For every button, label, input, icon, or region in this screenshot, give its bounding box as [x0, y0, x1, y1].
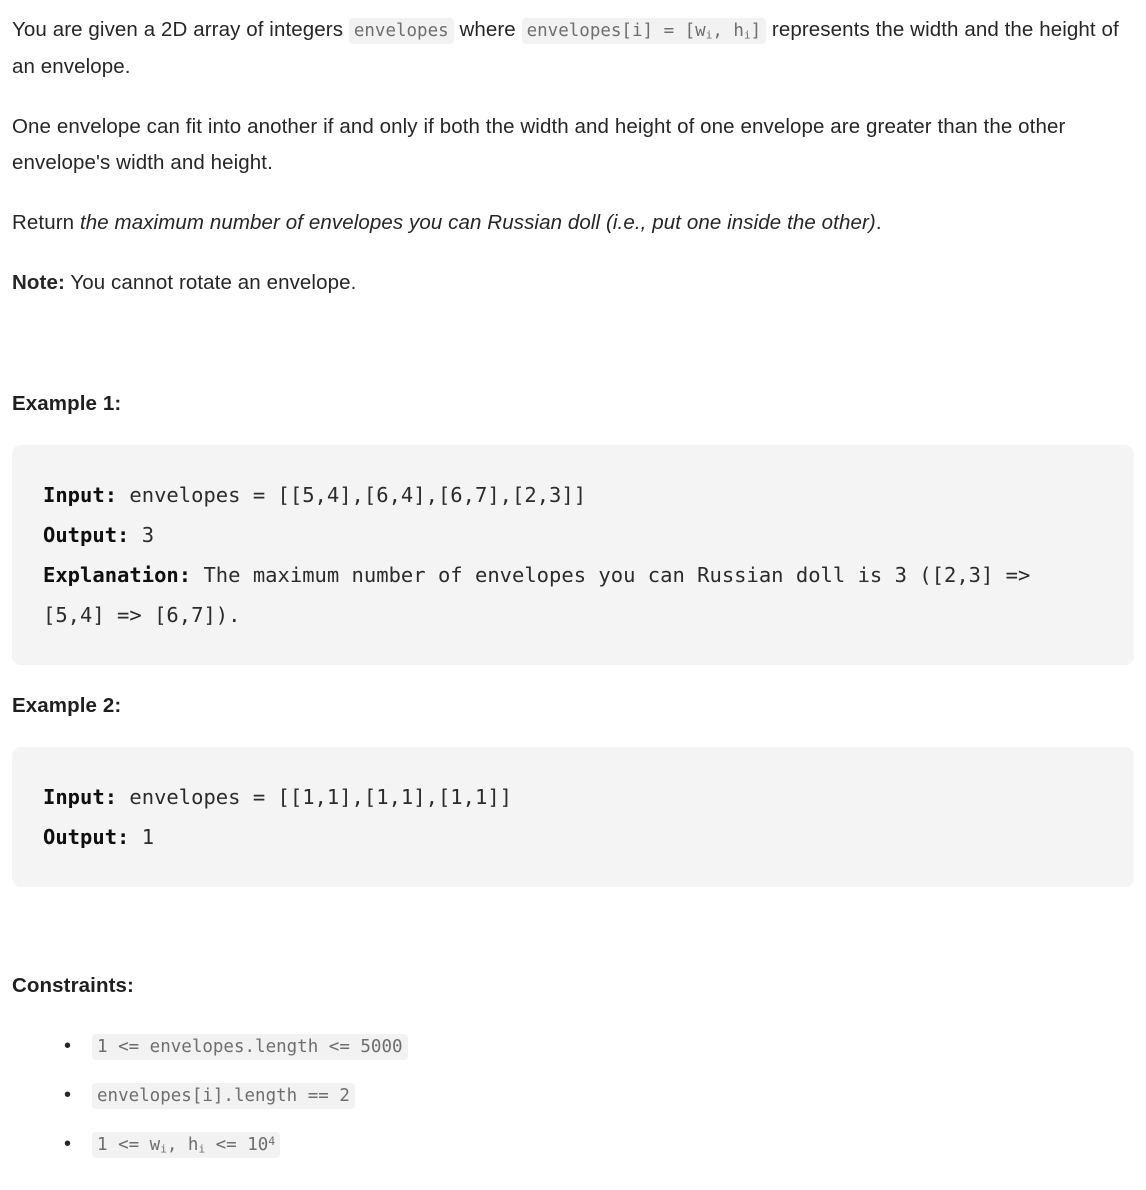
subscript-i: i: [705, 28, 713, 42]
superscript-4: 4: [268, 1133, 276, 1148]
inline-code-envelopes: envelopes: [349, 18, 454, 44]
heading-example-2: Example 2:: [12, 694, 122, 717]
return-emphasis-text: the maximum number of envelopes you can Russian doll (i.e., put one inside the other): [79, 211, 876, 234]
example-1-input-value: envelopes = [[5,4],[6,4],[6,7],[2,3]]: [117, 483, 587, 507]
constraint-item-wrapper: [92, 1076, 355, 1115]
subscript-i: i: [198, 1142, 206, 1156]
section-spacer: [12, 913, 1134, 971]
note-label: Note:: [12, 271, 65, 294]
problem-paragraph-fit-rule: One envelope can fit into another if and only if both the width and height of one envelope are greater than the other envelope's width and height.: [12, 115, 1066, 174]
subscript-i: i: [743, 28, 751, 42]
heading-constraints: Constraints:: [12, 974, 134, 997]
inline-code-constraint-bounds: [92, 1132, 280, 1158]
problem-paragraph-note: [12, 265, 1134, 301]
code-text: , h: [712, 21, 744, 41]
list-item: [64, 1125, 1134, 1164]
constraints-list: [12, 1027, 1134, 1164]
inline-code-constraint-length: 1 <= envelopes.length <= 5000: [92, 1034, 408, 1060]
list-item: [64, 1027, 1134, 1066]
code-text: <= 10: [205, 1135, 269, 1155]
constraint-item-wrapper: [92, 1125, 280, 1164]
constraint-item-wrapper: [92, 1027, 408, 1066]
code-text: 1 <= w: [97, 1135, 161, 1155]
paragraph-text-segment: You are given a 2D array of integers: [12, 18, 349, 41]
inline-code-envelopes-signature: [522, 18, 767, 44]
list-item: [64, 1076, 1134, 1115]
return-lead-text: Return: [12, 211, 80, 234]
output-label: Output:: [43, 523, 130, 547]
code-text: envelopes[i] = [w: [526, 21, 706, 41]
example-2-output-value: 1: [129, 825, 155, 849]
paragraph-text-segment: where: [453, 18, 522, 41]
example-1-explanation-value: The maximum number of envelopes you can Russian doll is 3 ([2,3] => [5,4] => [6,7]).: [43, 563, 1043, 627]
input-label: Input:: [43, 483, 118, 507]
inline-code-constraint-inner-length: envelopes[i].length == 2: [92, 1083, 355, 1109]
return-tail-text: .: [875, 211, 882, 234]
subscript-i: i: [160, 1142, 167, 1156]
code-block-example-2: [12, 747, 1134, 887]
heading-example-1: Example 1:: [12, 392, 122, 415]
output-label: Output:: [43, 825, 130, 849]
code-text: , h: [166, 1135, 199, 1155]
explanation-label: Explanation:: [43, 563, 192, 587]
example-1-output-value: 3: [129, 523, 155, 547]
code-block-example-1: [12, 445, 1134, 665]
paragraph-text-segment: represents the width and the height of an envelope.: [12, 18, 1119, 78]
note-body: You cannot rotate an envelope.: [64, 271, 357, 294]
example-2-input-value: envelopes = [[1,1],[1,1],[1,1]]: [117, 785, 513, 809]
code-text: ]: [750, 21, 762, 41]
section-spacer: [12, 325, 1134, 389]
problem-paragraph-return: [12, 205, 1134, 241]
input-label: Input:: [43, 785, 118, 809]
problem-paragraph-intro: [12, 12, 1134, 85]
